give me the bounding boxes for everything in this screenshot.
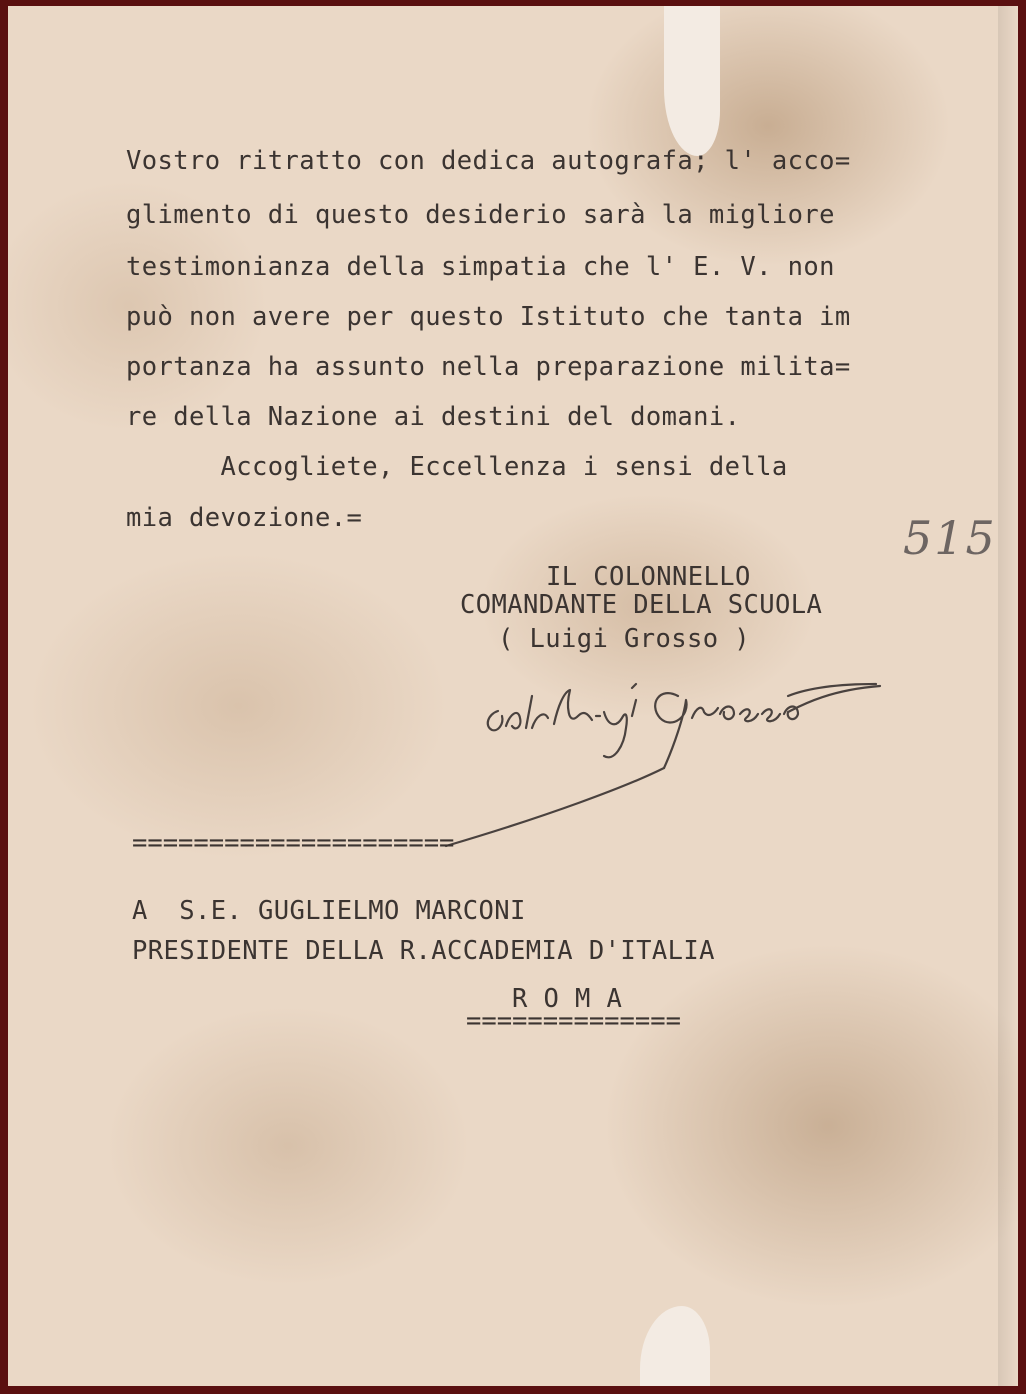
body-line: Accogliete, Eccellenza i sensi della [126, 452, 788, 482]
letter-page [8, 6, 1018, 1386]
body-line: testimonianza della simpatia che l' E. V. non [126, 252, 835, 282]
signature-rank: IL COLONNELLO [546, 562, 751, 592]
body-line: Vostro ritratto con dedica autografa; l' acco= [126, 146, 851, 176]
signature-typed-name: ( Luigi Grosso ) [498, 624, 751, 654]
signature-title: COMANDANTE DELLA SCUOLA [460, 590, 823, 620]
handwritten-annotation-number: 515 [903, 511, 997, 565]
recipient-city: R O M A [512, 984, 623, 1014]
paper-tear-top [664, 6, 720, 156]
body-line: re della Nazione ai destini del domani. [126, 402, 741, 432]
page-edge-shadow [998, 6, 1018, 1386]
recipient-title: PRESIDENTE DELLA R.ACCADEMIA D'ITALIA [132, 936, 715, 966]
body-line: glimento di questo desiderio sarà la migliore [126, 200, 835, 230]
recipient-name: A S.E. GUGLIELMO MARCONI [132, 896, 526, 926]
paper-tear-bottom [640, 1306, 710, 1386]
body-line: può non avere per questo Istituto che tanta im [126, 302, 851, 332]
separator-line: ===================== [132, 828, 455, 858]
city-underline: ============== [466, 1006, 681, 1036]
body-line: mia devozione.= [126, 503, 363, 533]
body-line: portanza ha assunto nella preparazione milita= [126, 352, 851, 382]
handwritten-signature [428, 656, 888, 856]
